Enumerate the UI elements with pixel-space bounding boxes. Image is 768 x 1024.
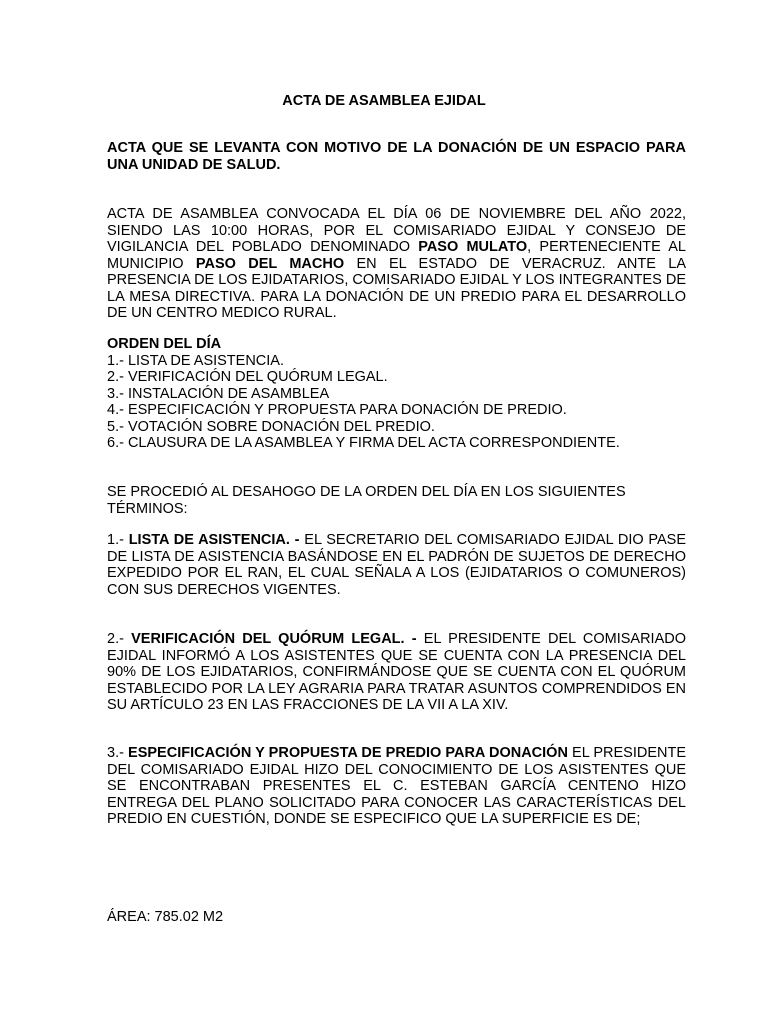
punto-number: 3.-: [107, 745, 129, 761]
punto-number: 1.-: [107, 532, 129, 548]
punto-heading: VERIFICACIÓN DEL QUÓRUM LEGAL. -: [131, 631, 417, 647]
intro-text-2: , PERTENECIENTE AL MUNICIPIO: [107, 239, 686, 272]
municipio-name: PASO DEL MACHO: [195, 255, 345, 272]
intro-paragraph: [107, 206, 686, 322]
punto-heading: ESPECIFICACIÓN Y PROPUESTA DE PREDIO PARA DONACIÓN: [128, 745, 568, 761]
punto-text: EL SECRETARIO DEL COMISARIADO EJIDAL DIO PASE DE LISTA DE ASISTENCIA BASÁNDOSE EN EL PADRÓN DE SUJETOS DE DERECHO EXPEDIDO POR EL RAN, EL CUAL SEÑALA A LOS (EJIDATARIOS O COMUNEROS) CON SUS DERECHOS VIGENTES.: [107, 532, 686, 598]
punto-heading: LISTA DE ASISTENCIA. -: [128, 532, 300, 548]
document-subtitle: ACTA QUE SE LEVANTA CON MOTIVO DE LA DONACIÓN DE UN ESPACIO PARA UNA UNIDAD DE SALUD.: [107, 140, 686, 173]
orden-item: 2.- VERIFICACIÓN DEL QUÓRUM LEGAL.: [107, 369, 388, 385]
orden-del-dia: [107, 336, 686, 452]
orden-item: 6.- CLAUSURA DE LA ASAMBLEA Y FIRMA DEL ACTA CORRESPONDIENTE.: [107, 435, 620, 451]
orden-item: 3.- INSTALACIÓN DE ASAMBLEA: [107, 385, 330, 402]
orden-item: 5.- VOTACIÓN SOBRE DONACIÓN DEL PREDIO.: [107, 418, 435, 435]
intro-text-1: ACTA DE ASAMBLEA CONVOCADA EL DÍA 06 DE NOVIEMBRE DEL AÑO 2022, SIENDO LAS 10:00 HORAS, POR EL COMISARIADO EJIDAL Y CONSEJO DE VIGILANCIA DEL POBLADO DENOMINADO: [107, 206, 686, 255]
punto-number: 2.-: [107, 631, 132, 647]
punto-2-paragraph: [107, 631, 686, 714]
punto-text: EL PRESIDENTE DEL COMISARIADO EJIDAL INFORMÓ A LOS ASISTENTES QUE SE CUENTA CON LA PRESENCIA DEL 90% DE LOS EJIDATARIOS, CONFIRMÁNDOSE QUE SE CUENTA CON EL QUÓRUM ESTABLECIDO POR LA LEY AGRARIA PARA TRATAR ASUNTOS COMPRENDIDOS EN SU ARTÍCULO 23 EN LAS FRACCIONES DE LA VII A LA XIV.: [107, 631, 686, 713]
orden-item: 4.- ESPECIFICACIÓN Y PROPUESTA PARA DONACIÓN DE PREDIO.: [107, 402, 567, 418]
punto-3-paragraph: [107, 745, 686, 828]
orden-title: ORDEN DEL DÍA: [107, 336, 222, 352]
proceso-paragraph: SE PROCEDIÓ AL DESAHOGO DE LA ORDEN DEL DÍA EN LOS SIGUIENTES TÉRMINOS:: [107, 484, 626, 517]
orden-item: 1.- LISTA DE ASISTENCIA.: [107, 352, 285, 369]
area-value: ÁREA: 785.02 M2: [107, 909, 224, 925]
punto-text: EL PRESIDENTE DEL COMISARIADO EJIDAL HIZO DEL CONOCIMIENTO DE LOS ASISTENTES QUE SE ENCONTRABAN PRESENTES EL C. ESTEBAN GARCÍA CENTENO HIZO ENTREGA DEL PLANO SOLICITADO PARA CONOCER LAS CARACTERÍSTICAS DEL PREDIO EN CUESTIÓN, DONDE SE ESPECIFICO QUE LA SUPERFICIE ES DE;: [107, 745, 687, 827]
document-title: ACTA DE ASAMBLEA EJIDAL: [282, 93, 486, 109]
intro-text-3: EN EL ESTADO DE VERACRUZ. ANTE LA PRESENCIA DE LOS EJIDATARIOS, COMISARIADO EJIDAL Y LOS INTEGRANTES DE LA MESA DIRECTIVA. PARA LA DONACIÓN DE UN PREDIO PARA EL DESARROLLO DE UN CENTRO MEDICO RURAL.: [107, 255, 686, 321]
poblado-name: PASO MULATO: [418, 239, 528, 255]
punto-1-paragraph: [107, 532, 686, 598]
